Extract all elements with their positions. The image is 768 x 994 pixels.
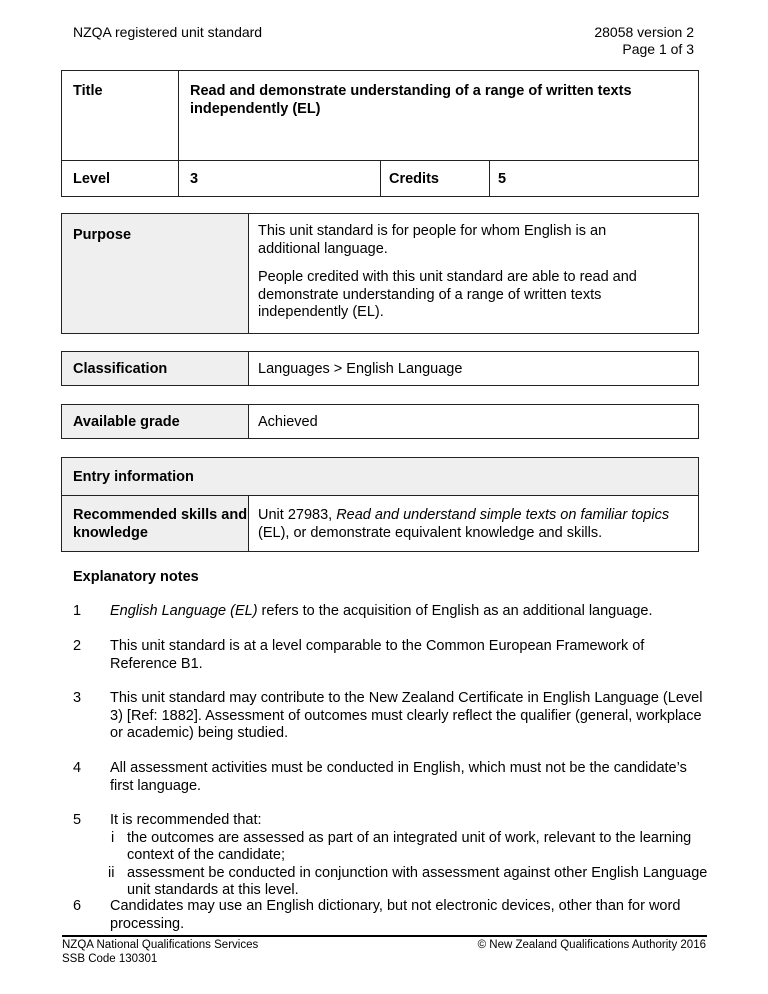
credits-value: 5 [490,161,699,197]
header-version-line: 28058 version 2 [594,24,694,40]
footer-divider [62,935,707,937]
note-3-text: This unit standard may contribute to the New Zealand Certificate in English Language (Level 3) [Ref: 1882]. Assessment of outcomes must clearly reflect the qualifier (general, workplace or academic) being studied. [110,690,703,741]
note-number: 4 [73,760,82,776]
note-number: 2 [73,638,82,654]
level-value: 3 [179,161,381,197]
note-1-term: English Language (EL) [110,603,258,619]
note-number: 5 [73,812,82,828]
level-label: Level [62,161,179,197]
note-4-text: All assessment activities must be conducted in English, which must not be the candidate’s first language. [110,760,687,794]
roman-numeral: ii [108,864,115,881]
footer-copyright: © New Zealand Qualifications Authority 2016 [477,939,706,951]
note-5-intro: It is recommended that: [110,812,262,828]
credits-label: Credits [381,161,490,197]
classification-table [61,351,699,386]
roman-numeral: i [111,829,115,846]
note-2-text: This unit standard is at a level comparable to the Common European Framework of Reference B1. [110,638,645,672]
note-1-text [110,603,710,621]
purpose-paragraph-2: People credited with this unit standard are able to read and demonstrate understanding of a range of written texts independently (EL). [258,269,637,320]
footer-ssb-code: SSB Code 130301 [62,952,158,965]
title-table [61,70,699,197]
recommended-skills-suffix: (EL), or demonstrate equivalent knowledge and skills. [258,524,603,541]
available-grade-value: Achieved [249,405,699,439]
purpose-paragraph-1: This unit standard is for people for whom English is an additional language. [258,223,607,257]
footer-left [62,939,258,966]
title-label: Title [62,71,179,161]
note-number: 6 [73,898,82,914]
recommended-skills-label: Recommended skills and knowledge [62,496,249,552]
classification-label: Classification [62,352,249,386]
purpose-table [61,213,699,334]
header-page-line: Page 1 of 3 [622,41,694,57]
purpose-label: Purpose [62,214,249,334]
header-version [594,24,694,58]
available-grade-label: Available grade [62,405,249,439]
note-number: 3 [73,690,82,706]
classification-value: Languages > English Language [249,352,699,386]
note-6-text: Candidates may use an English dictionary, but not electronic devices, other than for word processing. [110,898,681,932]
sub-item-text: the outcomes are assessed as part of an integrated unit of work, relevant to the learning context of the candidate; [127,829,692,863]
recommended-skills-value [249,496,699,552]
entry-information-table [61,457,699,552]
note-5-text [110,812,710,900]
explanatory-notes-heading: Explanatory notes [73,569,199,585]
header-unit-standard: NZQA registered unit standard [73,24,263,40]
note-1-body: refers to the acquisition of English as an additional language. [257,603,653,619]
recommended-skills-unit-title: Read and understand simple texts on familiar topics [336,507,670,523]
entry-information-heading: Entry information [62,458,699,496]
available-grade-table [61,404,699,439]
note-5-sub-ii [110,865,710,900]
title-value: Read and demonstrate understanding of a range of written texts independently (EL) [179,71,699,161]
recommended-skills-prefix: Unit 27983, [258,507,337,523]
sub-item-text: assessment be conducted in conjunction with assessment against other English Language unit standards at this level. [127,864,708,898]
footer-services: NZQA National Qualifications Services [62,939,259,951]
note-number: 1 [73,603,82,619]
note-5-sub-i [110,830,710,865]
